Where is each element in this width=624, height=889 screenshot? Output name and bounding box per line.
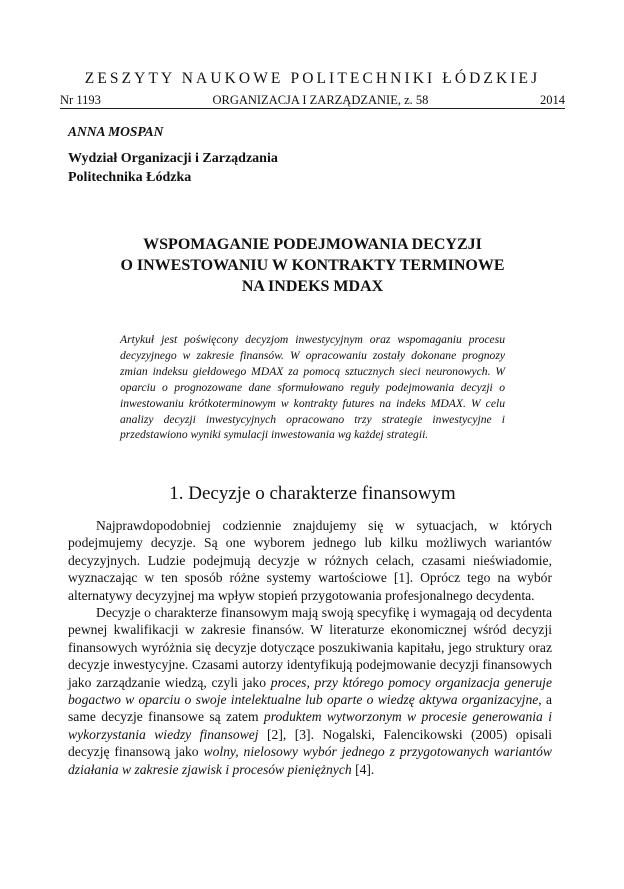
p2-text-4: [4]. [351, 761, 375, 777]
title-line-1: WSPOMAGANIE PODEJMOWANIA DECYZJI [143, 236, 482, 253]
paragraph-1: Najprawdopodobniej codziennie znajdujemy się w sytuacjach, w których podejmujemy decyzje. Są one wyborem jednego lub kilku możliwych wariantów decyzyjnych. Ludzie podejmują decyzje w różnych celach, czasami nieświadomie, wyznaczając w ten sposób różne systemy wartościowe [1]. Oprócz tego na wybór alternatywy decyzyjnej ma wpływ stopień przygotowania profesjonalnego decydenta. [68, 518, 552, 603]
section-heading: 1. Decyzje o charakterze finansowym [169, 483, 456, 504]
journal-meta [60, 93, 565, 108]
p2-italic-1: proces, przy którego pomocy organizacja generuje bogactwo w oparciu o swoje intelektualne lub oparte o wiedzę aktywa organizacyjne [68, 674, 552, 708]
header-rule [60, 108, 565, 109]
issue-number: Nr 1193 [60, 93, 101, 107]
publication-year: 2014 [540, 93, 565, 107]
journal-series: ORGANIZACJA I ZARZĄDZANIE, z. 58 [212, 93, 429, 107]
body-text [68, 517, 552, 778]
affiliation-university: Politechnika Łódzka [68, 170, 192, 185]
title-line-2: O INWESTOWANIU W KONTRAKTY TERMINOWE [120, 257, 505, 274]
p2-text-3: [2], [3]. Nogalski, Falencikowski (2005) opisali decyzję finansową jako [68, 726, 552, 760]
p2-text-2: , a same decyzje finansowe są zatem [68, 692, 552, 725]
paper-title [60, 234, 565, 297]
journal-title: ZESZYTY NAUKOWE POLITECHNIKI ŁÓDZKIEJ [84, 70, 541, 87]
author-name: ANNA MOSPAN [68, 124, 164, 139]
p2-text-1: Decyzje o charakterze finansowym mają swoją specyfikę i wymagają od decydenta pewnej kwalifikacji w zakresie finansów. W literaturze ekonomicznej wśród decyzji finansowych wyróżnia się decyzje dotyczące poszukiwania kapitału, jego struktury oraz decyzje inwestycyjne. Czasami autorzy identyfikują podejmowanie decyzji finansowych jako zarządzanie wiedzą, czyli jako [68, 605, 552, 690]
p2-italic-3: wolny, nielosowy wybór jednego z przygotowanych wariantów działania w zakresie zjawisk i procesów pieniężnych [68, 744, 552, 777]
affiliation-faculty: Wydział Organizacji i Zarządzania [68, 151, 278, 166]
title-line-3: NA INDEKS MDAX [241, 278, 384, 295]
abstract: Artykuł jest poświęcony decyzjom inwestycyjnym oraz wspomaganiu procesu decyzyjnego w zakresie finansów. W opracowaniu zostały dokonane prognozy zmian indeksu giełdowego MDAX za pomocą sztucznych sieci neuronowych. W oparciu o prognozowane dane sformułowano reguły podejmowania decyzji o inwestowaniu krótkoterminowym w kontrakty futures na indeks MDAX. W celu analizy decyzji inwestycyjnych opracowano trzy strategie inwestycyjne i przedstawiono wyniki symulacji inwestowania wg każdej strategii. [120, 333, 505, 442]
p2-italic-2: produktem wytworzonym w procesie generowania i wykorzystania wiedzy finansowej [68, 709, 552, 742]
paragraph-2 [68, 604, 552, 778]
author-affiliation [68, 149, 278, 187]
